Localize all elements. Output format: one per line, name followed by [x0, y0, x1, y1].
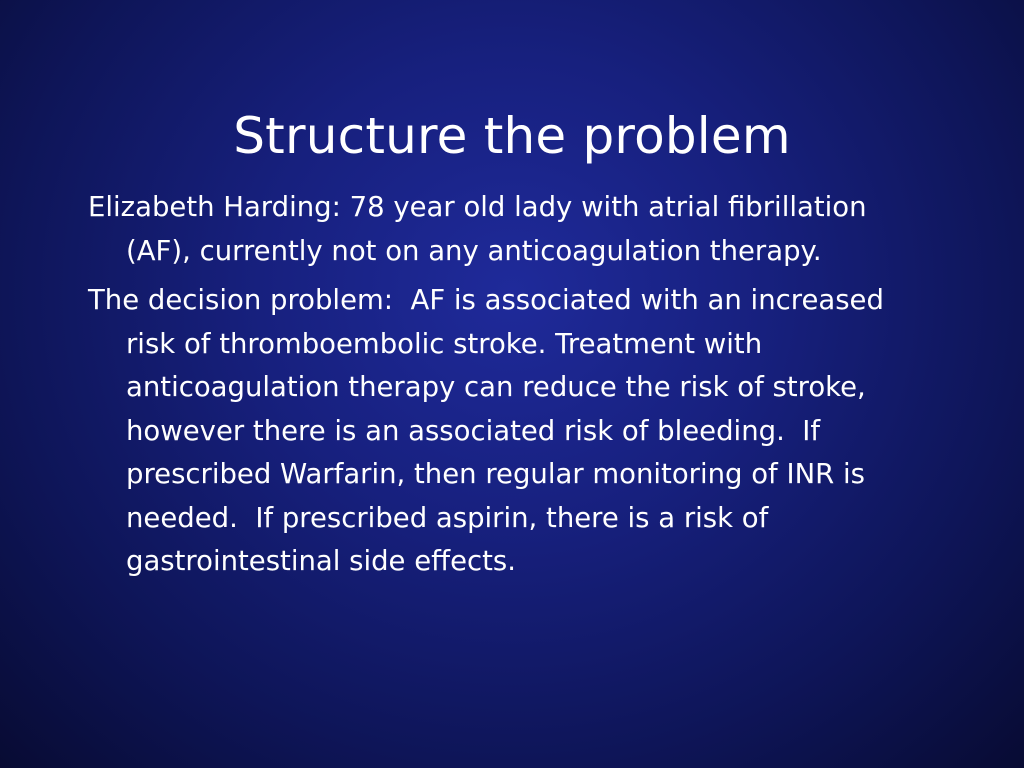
slide-title: Structure the problem [233, 107, 791, 165]
patient-summary-paragraph: Elizabeth Harding: 78 year old lady with atrial fibrillation (AF), currently not on any anticoagulation therapy. [88, 191, 876, 267]
slide-body [88, 186, 893, 590]
decision-problem-paragraph: The decision problem: AF is associated with an increased risk of thromboembolic stroke. Treatment with anticoagulation therapy can reduce the risk of stroke, however there is an associated risk of bleeding. If prescribed Warfarin, then regular monitoring of INR is needed. If prescribed aspirin, there is a risk of gastrointestinal side effects. [88, 284, 893, 577]
